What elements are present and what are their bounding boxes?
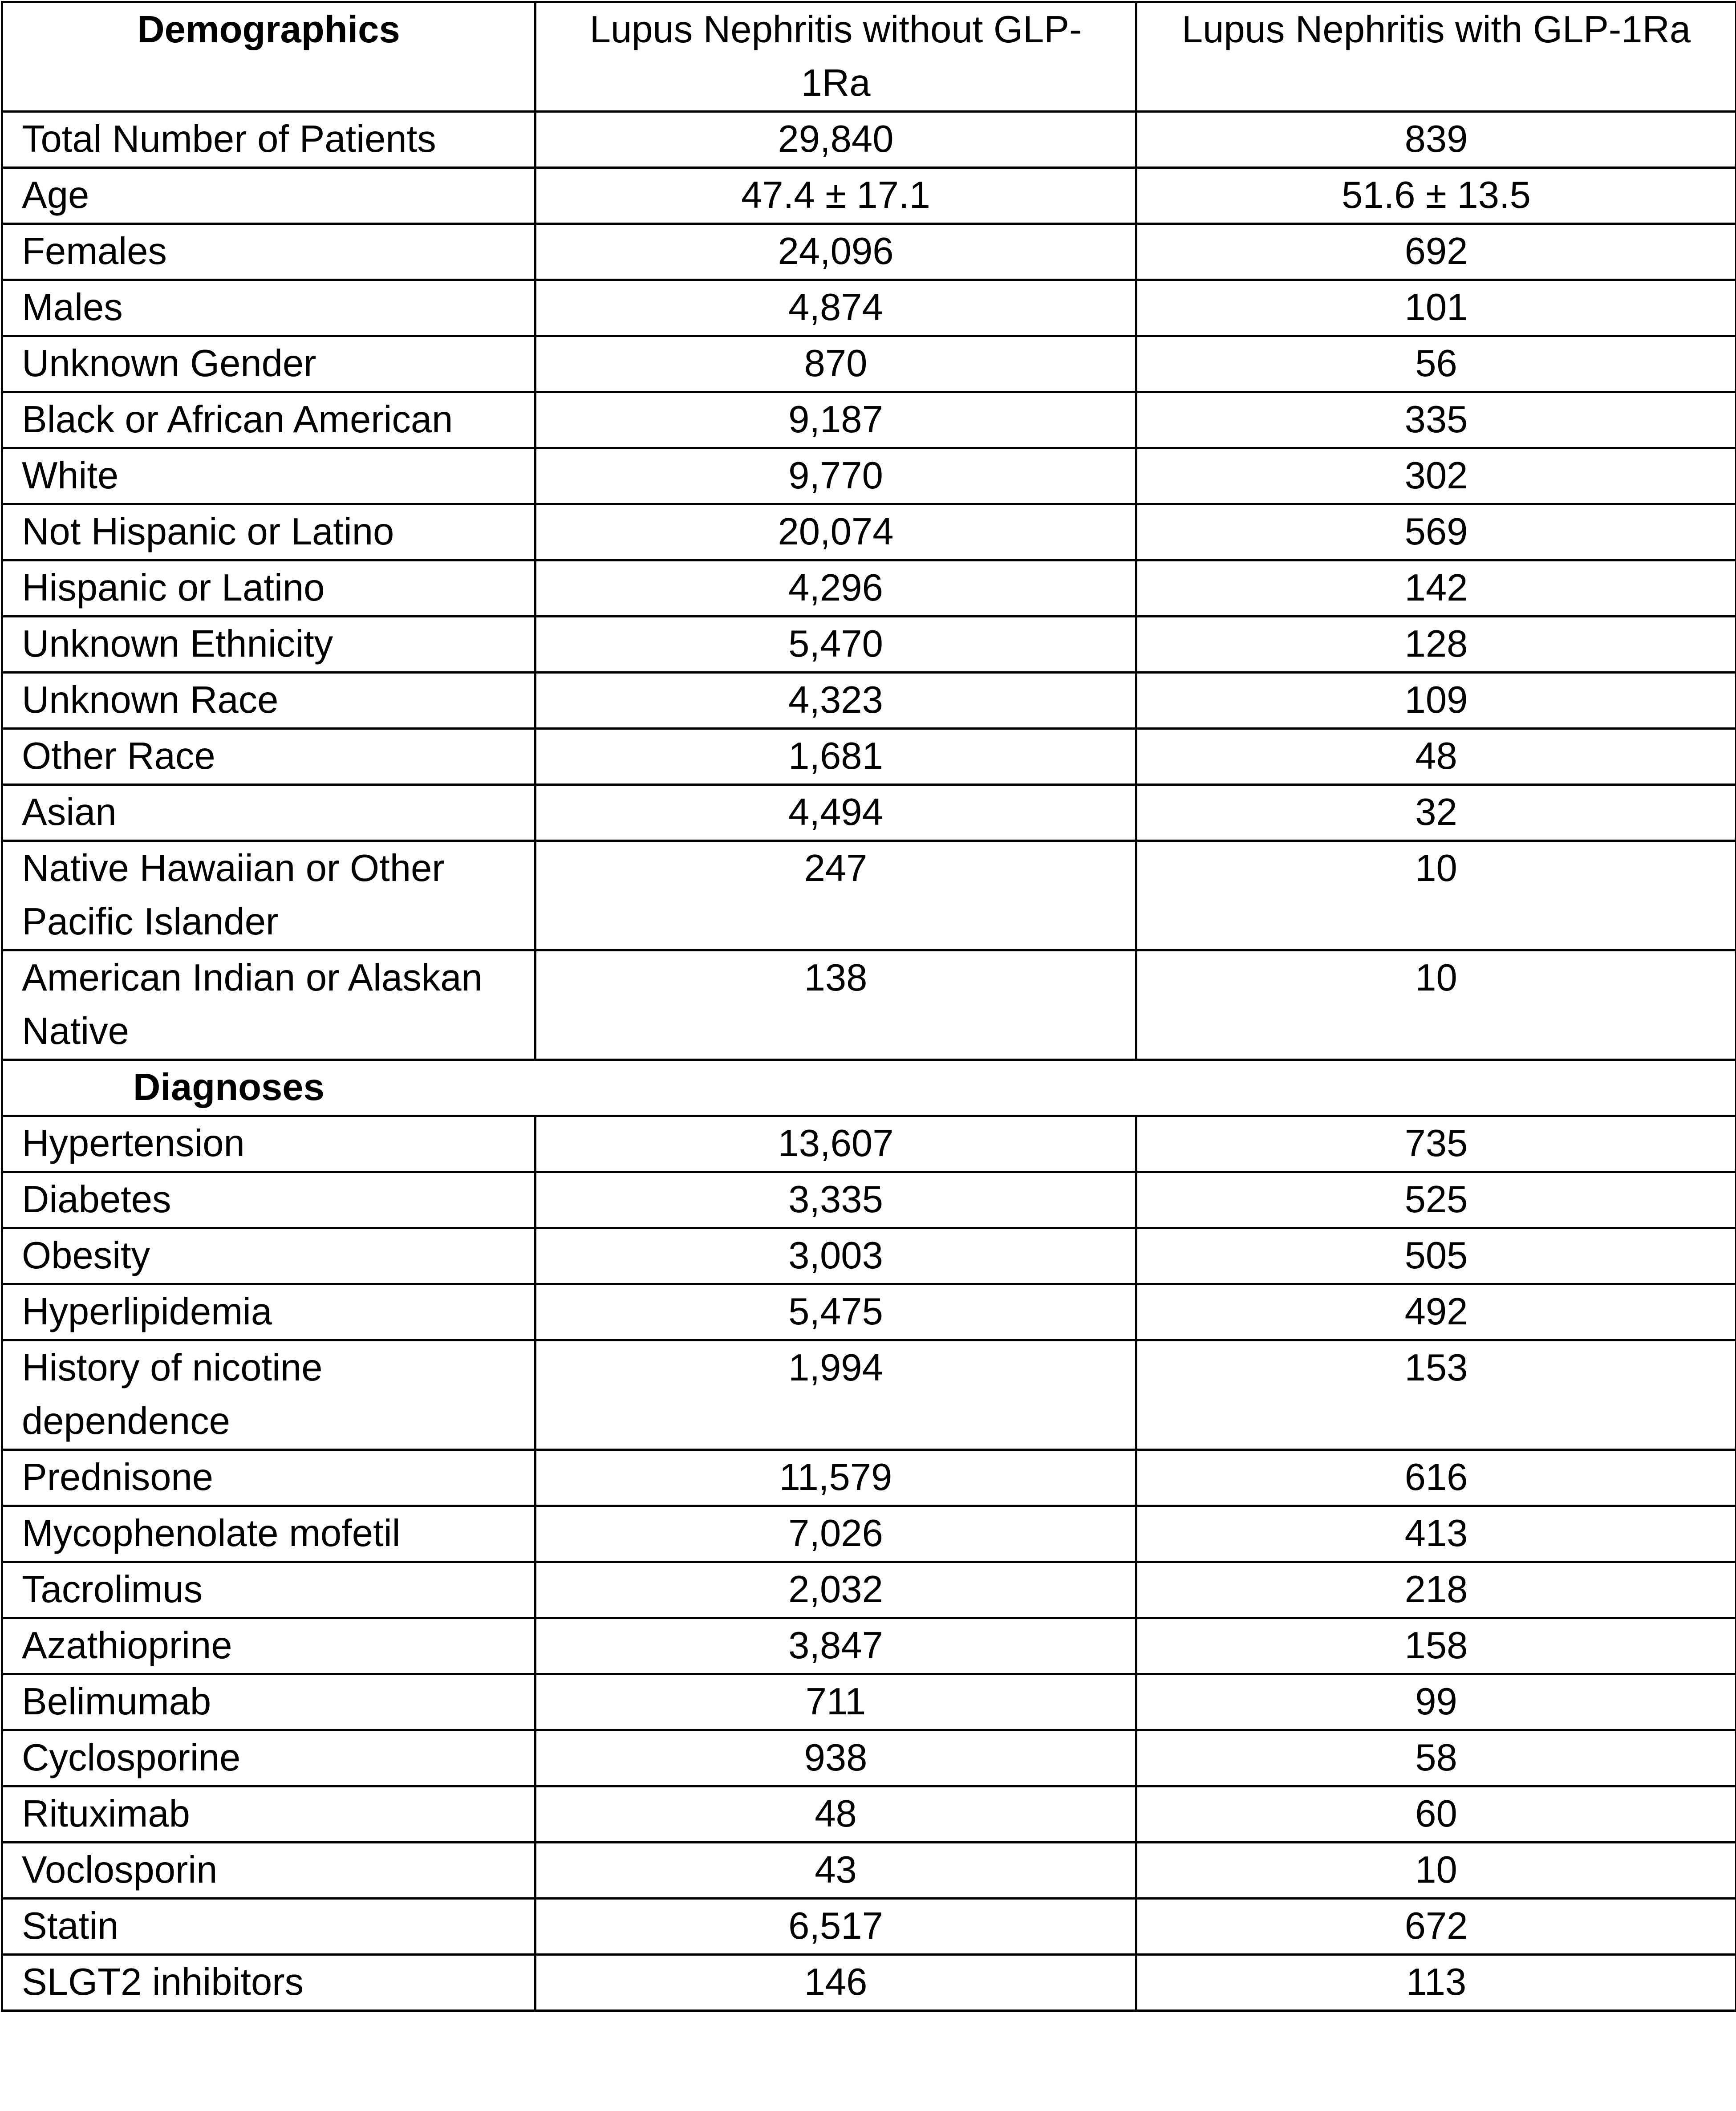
demographics-with-glp1ra-value: 51.6 ± 13.5 bbox=[1136, 168, 1736, 224]
table-row bbox=[2, 1116, 1736, 1172]
diagnoses-without-glp1ra-value: 43 bbox=[535, 1843, 1136, 1899]
demographics-without-glp1ra-value: 4,296 bbox=[535, 560, 1136, 617]
diagnoses-section-row bbox=[2, 1060, 1736, 1116]
diagnoses-with-glp1ra-value: 616 bbox=[1136, 1450, 1736, 1506]
diagnoses-label-cell: Tacrolimus bbox=[2, 1562, 535, 1618]
demographics-with-glp1ra-value: 10 bbox=[1136, 841, 1736, 950]
demographics-without-glp1ra-value: 29,840 bbox=[535, 112, 1136, 168]
diagnoses-with-glp1ra-value: 99 bbox=[1136, 1674, 1736, 1730]
demographics-label-cell: Females bbox=[2, 224, 535, 280]
demographics-without-glp1ra-value: 24,096 bbox=[535, 224, 1136, 280]
demographics-label-line2: Pacific Islander bbox=[22, 901, 279, 943]
demographics-label-cell: Not Hispanic or Latino bbox=[2, 504, 535, 560]
demographics-without-glp1ra-value: 247 bbox=[535, 841, 1136, 950]
diagnoses-without-glp1ra-value: 938 bbox=[535, 1730, 1136, 1786]
table-row bbox=[2, 168, 1736, 224]
table-row bbox=[2, 1172, 1736, 1228]
diagnoses-with-glp1ra-value: 158 bbox=[1136, 1618, 1736, 1674]
table-row bbox=[2, 1899, 1736, 1955]
demographics-without-glp1ra-value: 9,187 bbox=[535, 392, 1136, 448]
demographics-label-cell: Unknown Ethnicity bbox=[2, 617, 535, 673]
header-without-line2: 1Ra bbox=[801, 62, 871, 104]
diagnoses-with-glp1ra-value: 672 bbox=[1136, 1899, 1736, 1955]
diagnoses-with-glp1ra-value: 413 bbox=[1136, 1506, 1736, 1562]
table-row bbox=[2, 1730, 1736, 1786]
diagnoses-section bbox=[2, 1060, 1736, 1116]
table-row bbox=[2, 1228, 1736, 1284]
header-without-glp1ra bbox=[535, 2, 1136, 112]
diagnoses-without-glp1ra-value: 3,847 bbox=[535, 1618, 1136, 1674]
header-with-glp1ra: Lupus Nephritis with GLP-1Ra bbox=[1136, 2, 1736, 112]
diagnoses-without-glp1ra-value: 146 bbox=[535, 1955, 1136, 2011]
diagnoses-with-glp1ra-value: 492 bbox=[1136, 1284, 1736, 1340]
table-row bbox=[2, 392, 1736, 448]
diagnoses-without-glp1ra-value: 7,026 bbox=[535, 1506, 1136, 1562]
diagnoses-label-cell: Statin bbox=[2, 1899, 535, 1955]
diagnoses-label-cell: SLGT2 inhibitors bbox=[2, 1955, 535, 2011]
demographics-label-cell: Age bbox=[2, 168, 535, 224]
diagnoses-without-glp1ra-value: 11,579 bbox=[535, 1450, 1136, 1506]
table-row bbox=[2, 1843, 1736, 1899]
diagnoses-label-cell: Azathioprine bbox=[2, 1618, 535, 1674]
demographics-with-glp1ra-value: 302 bbox=[1136, 448, 1736, 504]
diagnoses-body bbox=[2, 1116, 1736, 2011]
demographics-label-cell: Unknown Gender bbox=[2, 336, 535, 392]
demographics-without-glp1ra-value: 4,494 bbox=[535, 785, 1136, 841]
table-row bbox=[2, 617, 1736, 673]
demographics-with-glp1ra-value: 839 bbox=[1136, 112, 1736, 168]
diagnoses-without-glp1ra-value: 48 bbox=[535, 1786, 1136, 1843]
diagnoses-without-glp1ra-value: 3,003 bbox=[535, 1228, 1136, 1284]
diagnoses-label-cell: Belimumab bbox=[2, 1674, 535, 1730]
demographics-with-glp1ra-value: 128 bbox=[1136, 617, 1736, 673]
demographics-label-cell: Other Race bbox=[2, 729, 535, 785]
demographics-label-cell: White bbox=[2, 448, 535, 504]
demographics-body bbox=[2, 112, 1736, 1060]
table-row bbox=[2, 448, 1736, 504]
diagnoses-with-glp1ra-value: 735 bbox=[1136, 1116, 1736, 1172]
table-row bbox=[2, 560, 1736, 617]
diagnoses-with-glp1ra-value: 218 bbox=[1136, 1562, 1736, 1618]
demographics-with-glp1ra-value: 335 bbox=[1136, 392, 1736, 448]
table-row bbox=[2, 336, 1736, 392]
demographics-with-glp1ra-value: 10 bbox=[1136, 950, 1736, 1060]
diagnoses-label-cell: Cyclosporine bbox=[2, 1730, 535, 1786]
diagnoses-label-cell: Voclosporin bbox=[2, 1843, 535, 1899]
table-row bbox=[2, 1618, 1736, 1674]
header-without-line1: Lupus Nephritis without GLP- bbox=[589, 8, 1082, 51]
diagnoses-without-glp1ra-value: 6,517 bbox=[535, 1899, 1136, 1955]
diagnoses-label-cell: Hyperlipidemia bbox=[2, 1284, 535, 1340]
demographics-label-cell: Unknown Race bbox=[2, 673, 535, 729]
demographics-with-glp1ra-value: 32 bbox=[1136, 785, 1736, 841]
diagnoses-label-cell bbox=[2, 1340, 535, 1450]
demographics-label-line1: Native Hawaiian or Other bbox=[22, 847, 445, 889]
table-row bbox=[2, 504, 1736, 560]
diagnoses-label-line1: History of nicotine bbox=[22, 1347, 323, 1389]
demographics-label-cell: Asian bbox=[2, 785, 535, 841]
demographics-label-cell: Hispanic or Latino bbox=[2, 560, 535, 617]
demographics-without-glp1ra-value: 1,681 bbox=[535, 729, 1136, 785]
diagnoses-with-glp1ra-value: 10 bbox=[1136, 1843, 1736, 1899]
diagnoses-with-glp1ra-value: 60 bbox=[1136, 1786, 1736, 1843]
table-header-row bbox=[2, 2, 1736, 112]
demographics-with-glp1ra-value: 569 bbox=[1136, 504, 1736, 560]
diagnoses-without-glp1ra-value: 1,994 bbox=[535, 1340, 1136, 1450]
diagnoses-without-glp1ra-value: 2,032 bbox=[535, 1562, 1136, 1618]
table-row bbox=[2, 729, 1736, 785]
diagnoses-label-line2: dependence bbox=[22, 1400, 230, 1442]
table-row bbox=[2, 841, 1736, 950]
diagnoses-with-glp1ra-value: 525 bbox=[1136, 1172, 1736, 1228]
demographics-with-glp1ra-value: 48 bbox=[1136, 729, 1736, 785]
demographics-label-cell bbox=[2, 841, 535, 950]
diagnoses-label-cell: Mycophenolate mofetil bbox=[2, 1506, 535, 1562]
diagnoses-without-glp1ra-value: 3,335 bbox=[535, 1172, 1136, 1228]
table-row bbox=[2, 112, 1736, 168]
demographics-with-glp1ra-value: 109 bbox=[1136, 673, 1736, 729]
table-row bbox=[2, 1955, 1736, 2011]
demographics-label-cell: Black or African American bbox=[2, 392, 535, 448]
demographics-with-glp1ra-value: 56 bbox=[1136, 336, 1736, 392]
demographics-without-glp1ra-value: 5,470 bbox=[535, 617, 1136, 673]
demographics-without-glp1ra-value: 9,770 bbox=[535, 448, 1136, 504]
demographics-label-line2: Native bbox=[22, 1010, 129, 1052]
diagnoses-with-glp1ra-value: 113 bbox=[1136, 1955, 1736, 2011]
diagnoses-label-cell: Obesity bbox=[2, 1228, 535, 1284]
demographics-label-line1: American Indian or Alaskan bbox=[22, 957, 483, 999]
diagnoses-with-glp1ra-value: 505 bbox=[1136, 1228, 1736, 1284]
table-row bbox=[2, 1284, 1736, 1340]
diagnoses-without-glp1ra-value: 5,475 bbox=[535, 1284, 1136, 1340]
demographics-without-glp1ra-value: 47.4 ± 17.1 bbox=[535, 168, 1136, 224]
demographics-without-glp1ra-value: 4,323 bbox=[535, 673, 1136, 729]
diagnoses-label-cell: Prednisone bbox=[2, 1450, 535, 1506]
table-row bbox=[2, 673, 1736, 729]
table-row bbox=[2, 785, 1736, 841]
diagnoses-title: Diagnoses bbox=[2, 1060, 1736, 1116]
table-row bbox=[2, 950, 1736, 1060]
demographics-label-cell: Males bbox=[2, 280, 535, 336]
demographics-with-glp1ra-value: 692 bbox=[1136, 224, 1736, 280]
diagnoses-label-cell: Hypertension bbox=[2, 1116, 535, 1172]
table-row bbox=[2, 280, 1736, 336]
demographics-table bbox=[1, 1, 1736, 2012]
table-row bbox=[2, 1786, 1736, 1843]
demographics-label-cell bbox=[2, 950, 535, 1060]
demographics-without-glp1ra-value: 870 bbox=[535, 336, 1136, 392]
demographics-without-glp1ra-value: 138 bbox=[535, 950, 1136, 1060]
diagnoses-with-glp1ra-value: 58 bbox=[1136, 1730, 1736, 1786]
header-demographics: Demographics bbox=[2, 2, 535, 112]
table-row bbox=[2, 1340, 1736, 1450]
diagnoses-label-cell: Diabetes bbox=[2, 1172, 535, 1228]
diagnoses-with-glp1ra-value: 153 bbox=[1136, 1340, 1736, 1450]
demographics-without-glp1ra-value: 4,874 bbox=[535, 280, 1136, 336]
diagnoses-label-cell: Rituximab bbox=[2, 1786, 535, 1843]
demographics-with-glp1ra-value: 101 bbox=[1136, 280, 1736, 336]
demographics-label-cell: Total Number of Patients bbox=[2, 112, 535, 168]
table-row bbox=[2, 224, 1736, 280]
diagnoses-without-glp1ra-value: 13,607 bbox=[535, 1116, 1136, 1172]
table-row bbox=[2, 1450, 1736, 1506]
table-row bbox=[2, 1674, 1736, 1730]
table-row bbox=[2, 1562, 1736, 1618]
table-row bbox=[2, 1506, 1736, 1562]
diagnoses-without-glp1ra-value: 711 bbox=[535, 1674, 1136, 1730]
demographics-with-glp1ra-value: 142 bbox=[1136, 560, 1736, 617]
demographics-without-glp1ra-value: 20,074 bbox=[535, 504, 1136, 560]
